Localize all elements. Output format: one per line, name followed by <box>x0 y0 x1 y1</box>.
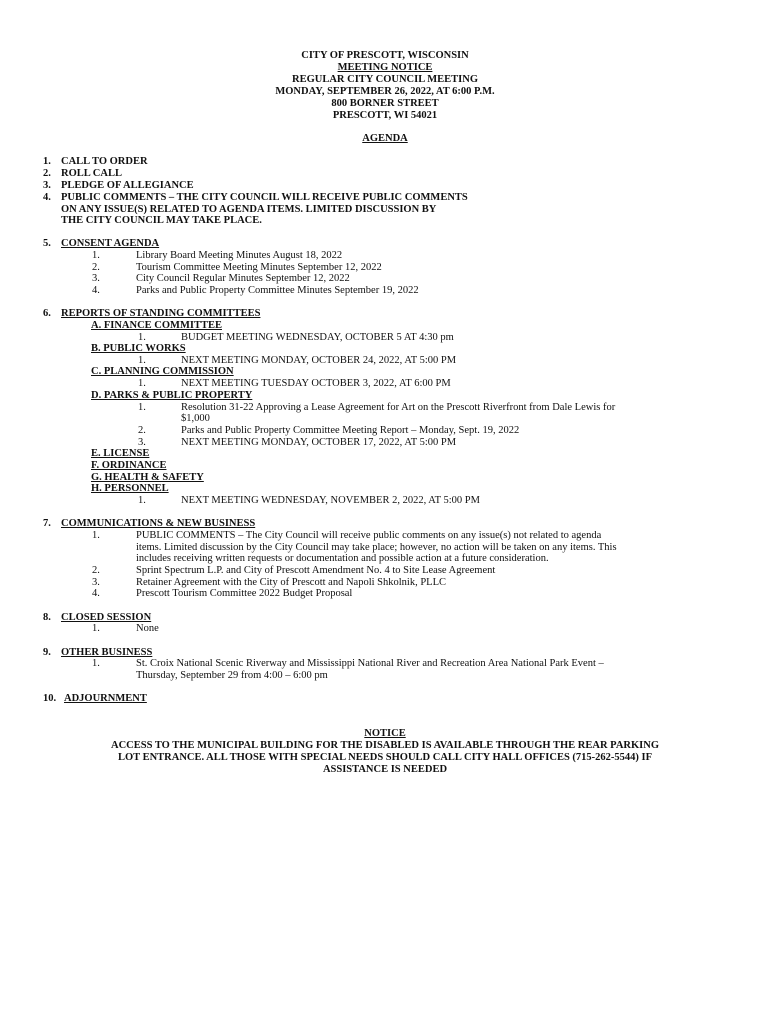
consent-item: Library Board Meeting Minutes August 18, 2022 <box>136 250 343 261</box>
committee-license: E. LICENSE <box>91 448 150 459</box>
item-number: 1. <box>43 156 51 167</box>
item-public-comments: PUBLIC COMMENTS – THE CITY COUNCIL WILL RECEIVE PUBLIC COMMENTS <box>61 192 468 203</box>
sub-number: 3. <box>92 577 100 588</box>
item-consent-agenda: CONSENT AGENDA <box>61 238 160 249</box>
item-reports: REPORTS OF STANDING COMMITTEES <box>61 308 261 319</box>
other-business-item-cont: Thursday, September 29 from 4:00 – 6:00 pm <box>136 670 328 681</box>
business-item-cont: includes receiving written requests or documentation and possible action at a future consideration. <box>136 553 549 564</box>
item-call-to-order: CALL TO ORDER <box>61 156 148 167</box>
item-communications: COMMUNICATIONS & NEW BUSINESS <box>61 518 256 529</box>
sub-number: 1. <box>92 530 100 541</box>
item-other-business: OTHER BUSINESS <box>61 647 153 658</box>
meeting-type: REGULAR CITY COUNCIL MEETING <box>291 74 478 85</box>
meeting-notice-title: MEETING NOTICE <box>337 62 433 73</box>
committee-public-works: B. PUBLIC WORKS <box>91 343 186 354</box>
committee-planning: C. PLANNING COMMISSION <box>91 366 234 377</box>
city-name: CITY OF PRESCOTT, WISCONSIN <box>301 50 469 61</box>
notice-text: ASSISTANCE IS NEEDED <box>322 764 448 775</box>
item-number: 5. <box>43 238 51 249</box>
notice-heading <box>0 62 770 74</box>
agenda-heading <box>0 133 770 145</box>
committee-item: NEXT MEETING MONDAY, OCTOBER 24, 2022, AT 5:00 PM <box>181 355 457 366</box>
committee-parks: D. PARKS & PUBLIC PROPERTY <box>91 390 253 401</box>
committee-personnel: H. PERSONNEL <box>91 483 169 494</box>
item-closed-session: CLOSED SESSION <box>61 612 152 623</box>
committee-item: NEXT MEETING MONDAY, OCTOBER 17, 2022, AT 5:00 PM <box>181 437 457 448</box>
sub-number: 3. <box>92 273 100 284</box>
sub-number: 1. <box>138 378 146 389</box>
sub-number: 2. <box>92 262 100 273</box>
meeting-street: 800 BORNER STREET <box>331 98 439 109</box>
sub-number: 1. <box>138 402 146 413</box>
business-item-cont: items. Limited discussion by the City Council may take place; however, no action will be taken on any items. This <box>136 542 617 553</box>
item-pledge: PLEDGE OF ALLEGIANCE <box>61 180 194 191</box>
item-public-comments-cont: ON ANY ISSUE(S) RELATED TO AGENDA ITEMS. LIMITED DISCUSSION BY <box>61 204 437 215</box>
item-adjournment: ADJOURNMENT <box>64 693 147 704</box>
other-business-item: St. Croix National Scenic Riverway and Mississippi National River and Recreation Area National Park Event – <box>136 658 604 669</box>
business-item: Sprint Spectrum L.P. and City of Prescott Amendment No. 4 to Site Lease Agreement <box>136 565 496 576</box>
committee-item: Resolution 31-22 Approving a Lease Agreement for Art on the Prescott Riverfront from Dale Lewis for <box>181 402 616 413</box>
consent-item: Parks and Public Property Committee Minutes September 19, 2022 <box>136 285 419 296</box>
sub-number: 1. <box>92 658 100 669</box>
business-item: Retainer Agreement with the City of Prescott and Napoli Shkolnik, PLLC <box>136 577 446 588</box>
meeting-date: MONDAY, SEPTEMBER 26, 2022, AT 6:00 P.M. <box>275 86 495 97</box>
sub-number: 1. <box>138 355 146 366</box>
item-public-comments-cont: THE CITY COUNCIL MAY TAKE PLACE. <box>61 215 262 226</box>
consent-item: City Council Regular Minutes September 12, 2022 <box>136 273 350 284</box>
notice-text: LOT ENTRANCE. ALL THOSE WITH SPECIAL NEEDS SHOULD CALL CITY HALL OFFICES (715-262-5544) IF <box>117 752 653 763</box>
item-number: 9. <box>43 647 51 658</box>
sub-number: 2. <box>92 565 100 576</box>
sub-number: 1. <box>138 495 146 506</box>
sub-number: 3. <box>138 437 146 448</box>
notice-text: ACCESS TO THE MUNICIPAL BUILDING FOR THE DISABLED IS AVAILABLE THROUGH THE REAR PARKING <box>111 740 659 751</box>
item-number: 10. <box>43 693 57 704</box>
sub-number: 1. <box>138 332 146 343</box>
committee-item: NEXT MEETING WEDNESDAY, NOVEMBER 2, 2022, AT 5:00 PM <box>181 495 480 506</box>
closed-session-item: None <box>136 623 159 634</box>
item-number: 3. <box>43 180 51 191</box>
committee-item-cont: $1,000 <box>181 413 210 424</box>
consent-item: Tourism Committee Meeting Minutes September 12, 2022 <box>136 262 382 273</box>
committee-item: BUDGET MEETING WEDNESDAY, OCTOBER 5 AT 4:30 pm <box>181 332 454 343</box>
item-number: 6. <box>43 308 51 319</box>
committee-finance: A. FINANCE COMMITTEE <box>91 320 222 331</box>
committee-item: NEXT MEETING TUESDAY OCTOBER 3, 2022, AT 6:00 PM <box>181 378 451 389</box>
sub-number: 4. <box>92 588 100 599</box>
sub-number: 4. <box>92 285 100 296</box>
item-number: 8. <box>43 612 51 623</box>
committee-ordinance: F. ORDINANCE <box>91 460 167 471</box>
notice-heading <box>40 728 730 740</box>
business-item: Prescott Tourism Committee 2022 Budget Proposal <box>136 588 353 599</box>
notice-title: NOTICE <box>364 728 406 739</box>
agenda-title: AGENDA <box>362 133 408 144</box>
item-number: 7. <box>43 518 51 529</box>
sub-number: 1. <box>92 250 100 261</box>
sub-number: 1. <box>92 623 100 634</box>
meeting-city-state: PRESCOTT, WI 54021 <box>332 110 438 121</box>
item-number: 4. <box>43 192 51 203</box>
committee-health-safety: G. HEALTH & SAFETY <box>91 472 204 483</box>
item-number: 2. <box>43 168 51 179</box>
item-roll-call: ROLL CALL <box>61 168 122 179</box>
sub-number: 2. <box>138 425 146 436</box>
committee-item: Parks and Public Property Committee Meeting Report – Monday, Sept. 19, 2022 <box>181 425 520 436</box>
business-item: PUBLIC COMMENTS – The City Council will receive public comments on any issue(s) not related to agenda <box>136 530 602 541</box>
